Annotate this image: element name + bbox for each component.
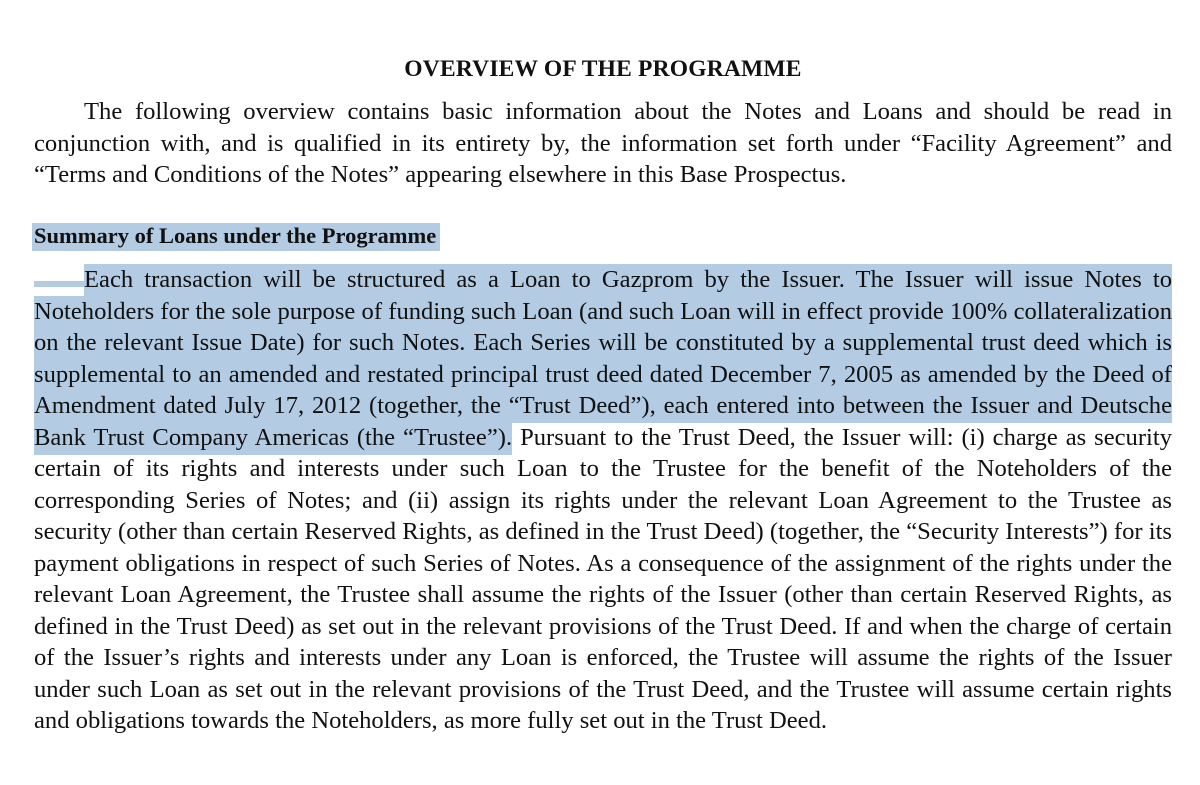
intro-text[interactable]: The following overview contains basic information about the Notes and Loans and should be read in conjunction with, and is qualified in its entirety by, the information set forth under “Facility Agreement” and “Terms and Conditions of the Notes” appearing elsewhere in this Base Prospectus. [34,98,1172,188]
unselected-text[interactable]: Pursuant to the Trust Deed, the Issuer will: (i) charge as security certain of its rights and interests under such Loan to the Trustee for the benefit of the Noteholders of the corresponding Series of Notes; and (ii) assign its rights under the relevant Loan Agreement to the Trustee as security (other than certain Reserved Rights, as defined in the Trust Deed) (together, the “Security Interests”) for its payment obligations in respect of such Series of Notes. As a consequence of the assignment of the rights under the relevant Loan Agreement, the Trustee shall assume the rights of the Issuer (other than certain Reserved Rights, as defined in the Trust Deed) as set out in the relevant provisions of the Trust Deed. If and when the charge of certain of the Issuer’s rights and interests under any Loan is enforced, the Trustee will assume the rights of the Issuer under such Loan as set out in the relevant provisions of the Trust Deed, and the Trustee will assume certain rights and obligations towards the Noteholders, as more fully set out in the Trust Deed. [34,423,1173,734]
selected-text[interactable]: Each transaction will be structured as a Loan to Gazprom by the Issuer. The Issuer will issue Notes to Noteholders for the sole purpose of funding such Loan (and such Loan will in effect provide 100% collateralization on the relevant Issue Date) for such Notes. Each Series will be constituted by a supplemental trust deed which is supplemental to an amended and restated principal trust deed dated December 7, 2005 as amended by the Deed of Amendment dated July 17, 2012 (together, the “Trust Deed”), each entered into between the Issuer and Deutsche Bank Trust Company Americas (the “Trustee”). [34,264,1172,455]
selected-heading-text[interactable]: Summary of Loans under the Programme [32,223,440,251]
page-title: OVERVIEW OF THE PROGRAMME [404,56,802,82]
summary-paragraph [34,264,1172,737]
intro-paragraph [34,96,1172,191]
section-heading [34,220,440,251]
selected-indent [34,281,84,287]
